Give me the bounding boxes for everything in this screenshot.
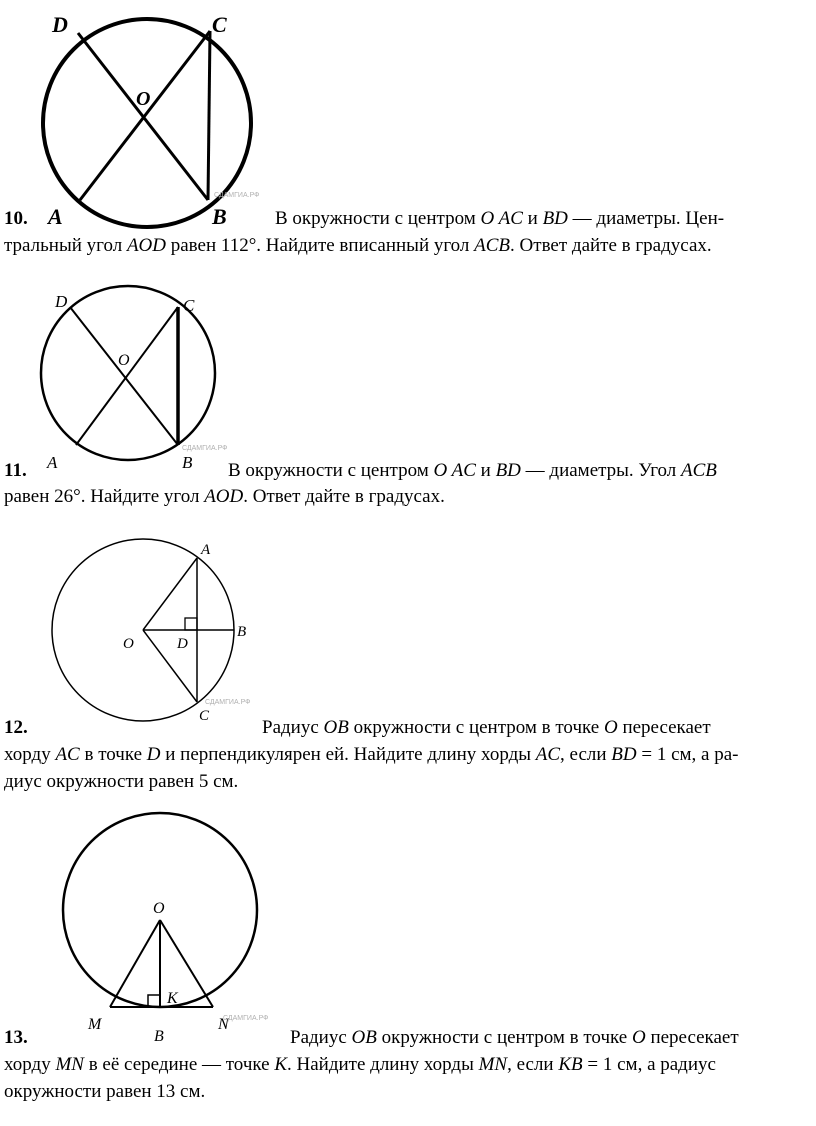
figure-problem-11	[30, 285, 250, 475]
segment-oa	[143, 558, 197, 630]
figure-11-svg	[30, 285, 250, 475]
text-segment: . Ответ дайте в градусах.	[243, 486, 445, 507]
text-segment: — диаметры. Угол	[520, 460, 682, 481]
text-segment: = 1 см, а радиус	[582, 1054, 716, 1075]
text-segment: в точке	[79, 744, 147, 765]
text-segment: Радиус	[290, 1027, 352, 1048]
text-segment: пересекает	[645, 1027, 739, 1048]
text-segment: . Ответ дайте в градусах.	[510, 235, 712, 256]
problem-13-line-3	[4, 1081, 205, 1103]
chord-cb	[208, 31, 210, 200]
diameter-ca	[80, 31, 210, 200]
label-12-D: D	[177, 636, 188, 652]
text-segment: = 1 см, а ра-	[636, 744, 739, 765]
segment-om	[110, 920, 160, 1007]
label-13-K: K	[167, 990, 178, 1007]
label-11-O: O	[118, 352, 130, 369]
text-segment: окружности равен 13 см.	[4, 1081, 206, 1102]
italic-term: O AC	[433, 460, 476, 481]
problem-10-line-1	[275, 208, 724, 230]
italic-term: D	[146, 744, 161, 765]
watermark-10: СДАМГИА.РФ	[214, 192, 260, 199]
italic-term: K	[274, 1054, 288, 1075]
text-segment: Радиус	[262, 717, 324, 738]
watermark-13: СДАМГИА.РФ	[223, 1015, 269, 1022]
italic-term: OB	[323, 717, 349, 738]
italic-term: AC	[535, 744, 561, 765]
text-segment: и	[475, 460, 496, 481]
italic-term: AOD	[204, 486, 244, 507]
text-segment: В окружности с центром	[228, 460, 434, 481]
label-13-O: O	[153, 900, 165, 917]
text-segment: окружности с центром в точке	[376, 1027, 632, 1048]
figure-12-svg	[50, 540, 280, 725]
text-segment: В окружности с центром	[275, 208, 481, 229]
problem-12-number: 12.	[4, 717, 28, 738]
problem-13-number: 13.	[4, 1027, 28, 1048]
text-segment: хорду	[4, 744, 56, 765]
text-segment: и перпендикулярен ей. Найдите длину хорды	[160, 744, 536, 765]
label-12-A: A	[201, 542, 211, 558]
label-12-B: B	[237, 624, 247, 640]
label-10-D: D	[52, 12, 68, 37]
italic-term: KB	[558, 1054, 583, 1075]
problem-13-line-2	[4, 1054, 716, 1076]
italic-term: MN	[478, 1054, 508, 1075]
problem-10-line-2	[4, 235, 712, 257]
label-10-C: C	[212, 12, 227, 37]
watermark-11: СДАМГИА.РФ	[182, 445, 228, 452]
italic-term: O AC	[480, 208, 523, 229]
italic-term: O	[603, 717, 618, 738]
label-11-C: C	[183, 296, 195, 315]
label-11-A: A	[47, 453, 58, 472]
label-10-B: B	[212, 204, 227, 229]
problem-11-line-2	[4, 486, 445, 508]
text-segment: окружности с центром в точке	[348, 717, 604, 738]
text-segment: равен 26°. Найдите угол	[4, 486, 205, 507]
text-segment: , если	[560, 744, 612, 765]
problem-12-line-2	[4, 744, 739, 766]
label-13-N: N	[218, 1016, 229, 1033]
italic-term: MN	[55, 1054, 84, 1075]
right-angle-mark-12	[185, 618, 197, 630]
italic-term: ACB	[681, 460, 717, 481]
label-11-B: B	[182, 453, 193, 472]
figure-problem-13	[55, 815, 295, 1045]
figure-10-svg	[30, 10, 290, 235]
label-11-D: D	[55, 292, 68, 311]
problem-12-line-3	[4, 771, 238, 793]
label-12-O: O	[123, 636, 134, 652]
text-segment: равен 112°. Найдите вписанный угол	[166, 235, 475, 256]
italic-term: BD	[611, 744, 637, 765]
problem-13-line-1	[290, 1027, 739, 1049]
label-10-A: A	[48, 204, 63, 229]
italic-term: AOD	[126, 235, 166, 256]
text-segment: пересекает	[617, 717, 711, 738]
figure-problem-12	[50, 540, 280, 725]
italic-term: AC	[55, 744, 80, 765]
text-segment: диус окружности равен 5 см.	[4, 771, 239, 792]
text-segment: тральный угол	[4, 235, 127, 256]
text-segment: , если	[507, 1054, 559, 1075]
problem-11-number: 11.	[4, 460, 27, 481]
label-10-O: O	[136, 88, 151, 110]
problem-12-line-1	[262, 717, 711, 739]
segment-oc	[143, 630, 197, 702]
text-segment: хорду	[4, 1054, 56, 1075]
figure-13-svg	[55, 815, 295, 1045]
problem-10-number: 10.	[4, 208, 28, 229]
italic-term: BD	[495, 460, 521, 481]
right-angle-mark-13	[148, 995, 160, 1007]
italic-term: O	[631, 1027, 646, 1048]
text-segment: в её середине — точке	[83, 1054, 275, 1075]
problem-11-line-1	[228, 460, 717, 482]
watermark-12: СДАМГИА.РФ	[205, 699, 251, 706]
text-segment: и	[522, 208, 543, 229]
text-segment: . Найдите длину хорды	[287, 1054, 479, 1075]
italic-term: ACB	[474, 235, 511, 256]
italic-term: BD	[542, 208, 568, 229]
italic-term: OB	[351, 1027, 377, 1048]
text-segment: — диаметры. Цен-	[567, 208, 725, 229]
label-12-C: C	[199, 708, 210, 724]
figure-problem-10	[30, 10, 290, 235]
label-13-M: M	[88, 1016, 102, 1033]
label-13-B: B	[154, 1028, 164, 1045]
